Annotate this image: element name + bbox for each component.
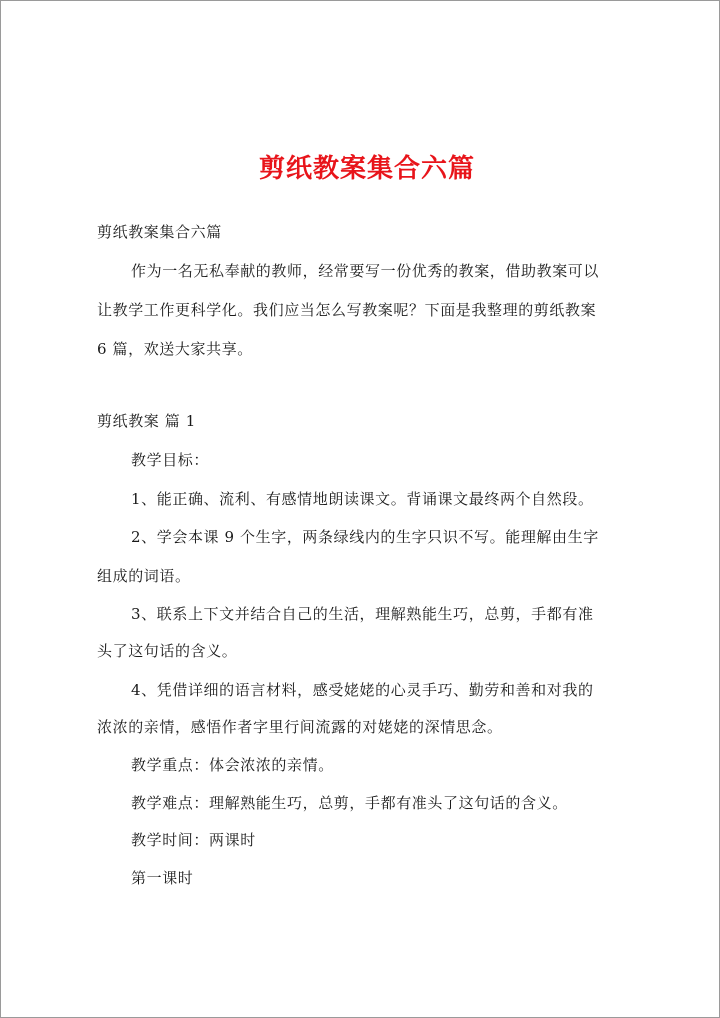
goals-label: 教学目标： xyxy=(131,451,210,469)
goal-item-2-cont: 组成的词语。 xyxy=(97,567,191,585)
difficulty: 教学难点：理解熟能生巧，总剪，手都有准头了这句话的含义。 xyxy=(131,794,568,812)
lesson-label: 第一课时 xyxy=(131,869,194,887)
section-heading: 剪纸教案 篇 1 xyxy=(97,412,196,430)
intro-line-1: 作为一名无私奉献的教师，经常要写一份优秀的教案，借助教案可以 xyxy=(131,262,600,280)
goal-item-1: 1、能正确、流利、有感情地朗读课文。背诵课文最终两个自然段。 xyxy=(131,490,594,508)
goal-item-4: 4、凭借详细的语言材料，感受姥姥的心灵手巧、勤劳和善和对我的 xyxy=(131,681,594,699)
goal-item-3-cont: 头了这句话的含义。 xyxy=(97,642,238,660)
intro-line-3: 6 篇，欢送大家共享。 xyxy=(97,340,253,358)
key-point: 教学重点：体会浓浓的亲情。 xyxy=(131,756,334,774)
teaching-time: 教学时间：两课时 xyxy=(131,831,256,849)
goal-item-3: 3、联系上下文并结合自己的生活，理解熟能生巧，总剪，手都有准 xyxy=(131,605,594,623)
goal-item-4-cont: 浓浓的亲情，感悟作者字里行间流露的对姥姥的深情思念。 xyxy=(97,718,503,736)
intro-line-2: 让教学工作更科学化。我们应当怎么写教案呢？下面是我整理的剪纸教案 xyxy=(97,301,597,319)
goal-item-2: 2、学会本课 9 个生字，两条绿线内的生字只识不写。能理解由生字 xyxy=(131,528,599,546)
document-subtitle: 剪纸教案集合六篇 xyxy=(97,223,222,241)
document-title: 剪纸教案集合六篇 xyxy=(258,154,475,184)
